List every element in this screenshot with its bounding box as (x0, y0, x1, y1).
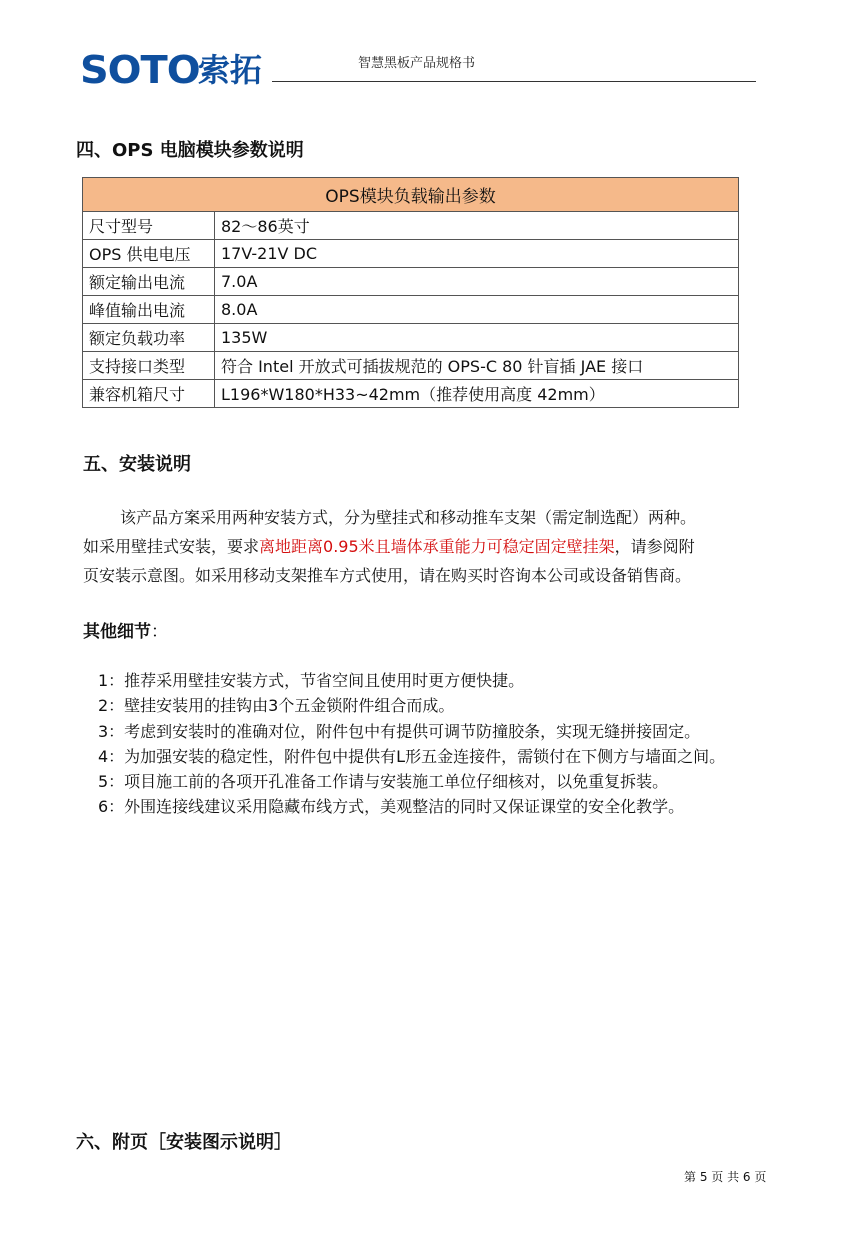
table-row (83, 296, 739, 324)
row-label: 额定负载功率 (83, 324, 215, 352)
row-value: 135W (215, 324, 739, 352)
header-divider (272, 81, 756, 82)
list-item: 4：为加强安装的稳定性，附件包中提供有L形五金连接件，需锁付在下侧方与墙面之间。 (98, 746, 726, 766)
list-item: 2：壁挂安装用的挂钩由3个五金锁附件组合而成。 (98, 696, 455, 716)
install-paragraph (83, 503, 783, 590)
row-value: 符合 Intel 开放式可插拔规范的 OPS-C 80 针盲插 JAE 接口 (215, 352, 739, 380)
row-value: 82～86英寸 (215, 212, 739, 240)
row-value: 17V-21V DC (215, 240, 739, 268)
document-title: 智慧黑板产品规格书 (358, 56, 476, 71)
table-row (83, 324, 739, 352)
details-heading (83, 617, 168, 642)
table-row (83, 352, 739, 380)
details-heading-colon: ： (151, 622, 168, 642)
paragraph-line: 页安装示意图。如采用移动支架推车方式使用，请在购买时咨询本公司或设备销售商。 (83, 566, 692, 585)
paragraph-text: 如采用壁挂式安装，要求 (83, 537, 260, 556)
row-value: 7.0A (215, 268, 739, 296)
table-row (83, 268, 739, 296)
list-item: 6：外围连接线建议采用隐藏布线方式，美观整洁的同时又保证课堂的安全化教学。 (98, 797, 685, 817)
page-header (0, 0, 860, 110)
row-label: 兼容机箱尺寸 (83, 380, 215, 408)
paragraph-line (83, 532, 783, 561)
list-item: 3：考虑到安装时的准确对位，附件包中有提供可调节防撞胶条，实现无缝拼接固定。 (98, 721, 701, 741)
section5-heading: 五、安装说明 (83, 454, 191, 475)
paragraph-text: ，请参阅附 (614, 537, 695, 556)
table-title-row (83, 178, 739, 212)
logo-cjk-text: 索拓 (197, 51, 262, 89)
table-row (83, 240, 739, 268)
section6-heading: 六、附页［安装图示说明］ (76, 1132, 292, 1153)
row-value: L196*W180*H33~42mm（推荐使用高度 42mm） (215, 380, 739, 408)
list-item: 1：推荐采用壁挂安装方式，节省空间且使用时更方便快捷。 (98, 671, 525, 690)
paragraph-line: 该产品方案采用两种安装方式，分为壁挂式和移动推车支架（需定制选配）两种。 (120, 508, 697, 527)
details-heading-text: 其他细节 (83, 622, 151, 642)
row-value: 8.0A (215, 296, 739, 324)
row-label: 尺寸型号 (83, 212, 215, 240)
table-row (83, 212, 739, 240)
section4-heading: 四、OPS 电脑模块参数说明 (76, 140, 304, 161)
row-label: 峰值输出电流 (83, 296, 215, 324)
ops-spec-table (82, 177, 739, 408)
details-list (98, 668, 725, 820)
row-label: 额定输出电流 (83, 268, 215, 296)
page-indicator: 第 5 页 共 6 页 (684, 1170, 767, 1184)
highlighted-requirement: 离地距离0.95米且墙体承重能力可稳定固定壁挂架 (259, 537, 615, 556)
list-item: 5：项目施工前的各项开孔准备工作请与安装施工单位仔细核对，以免重复拆装。 (98, 772, 669, 792)
table-row (83, 380, 739, 408)
soto-logo (80, 50, 262, 90)
row-label: 支持接口类型 (83, 352, 215, 380)
row-label: OPS 供电电压 (83, 240, 215, 268)
table-title: OPS模块负载输出参数 (83, 178, 739, 212)
logo-latin-text: SOTO (80, 48, 200, 92)
